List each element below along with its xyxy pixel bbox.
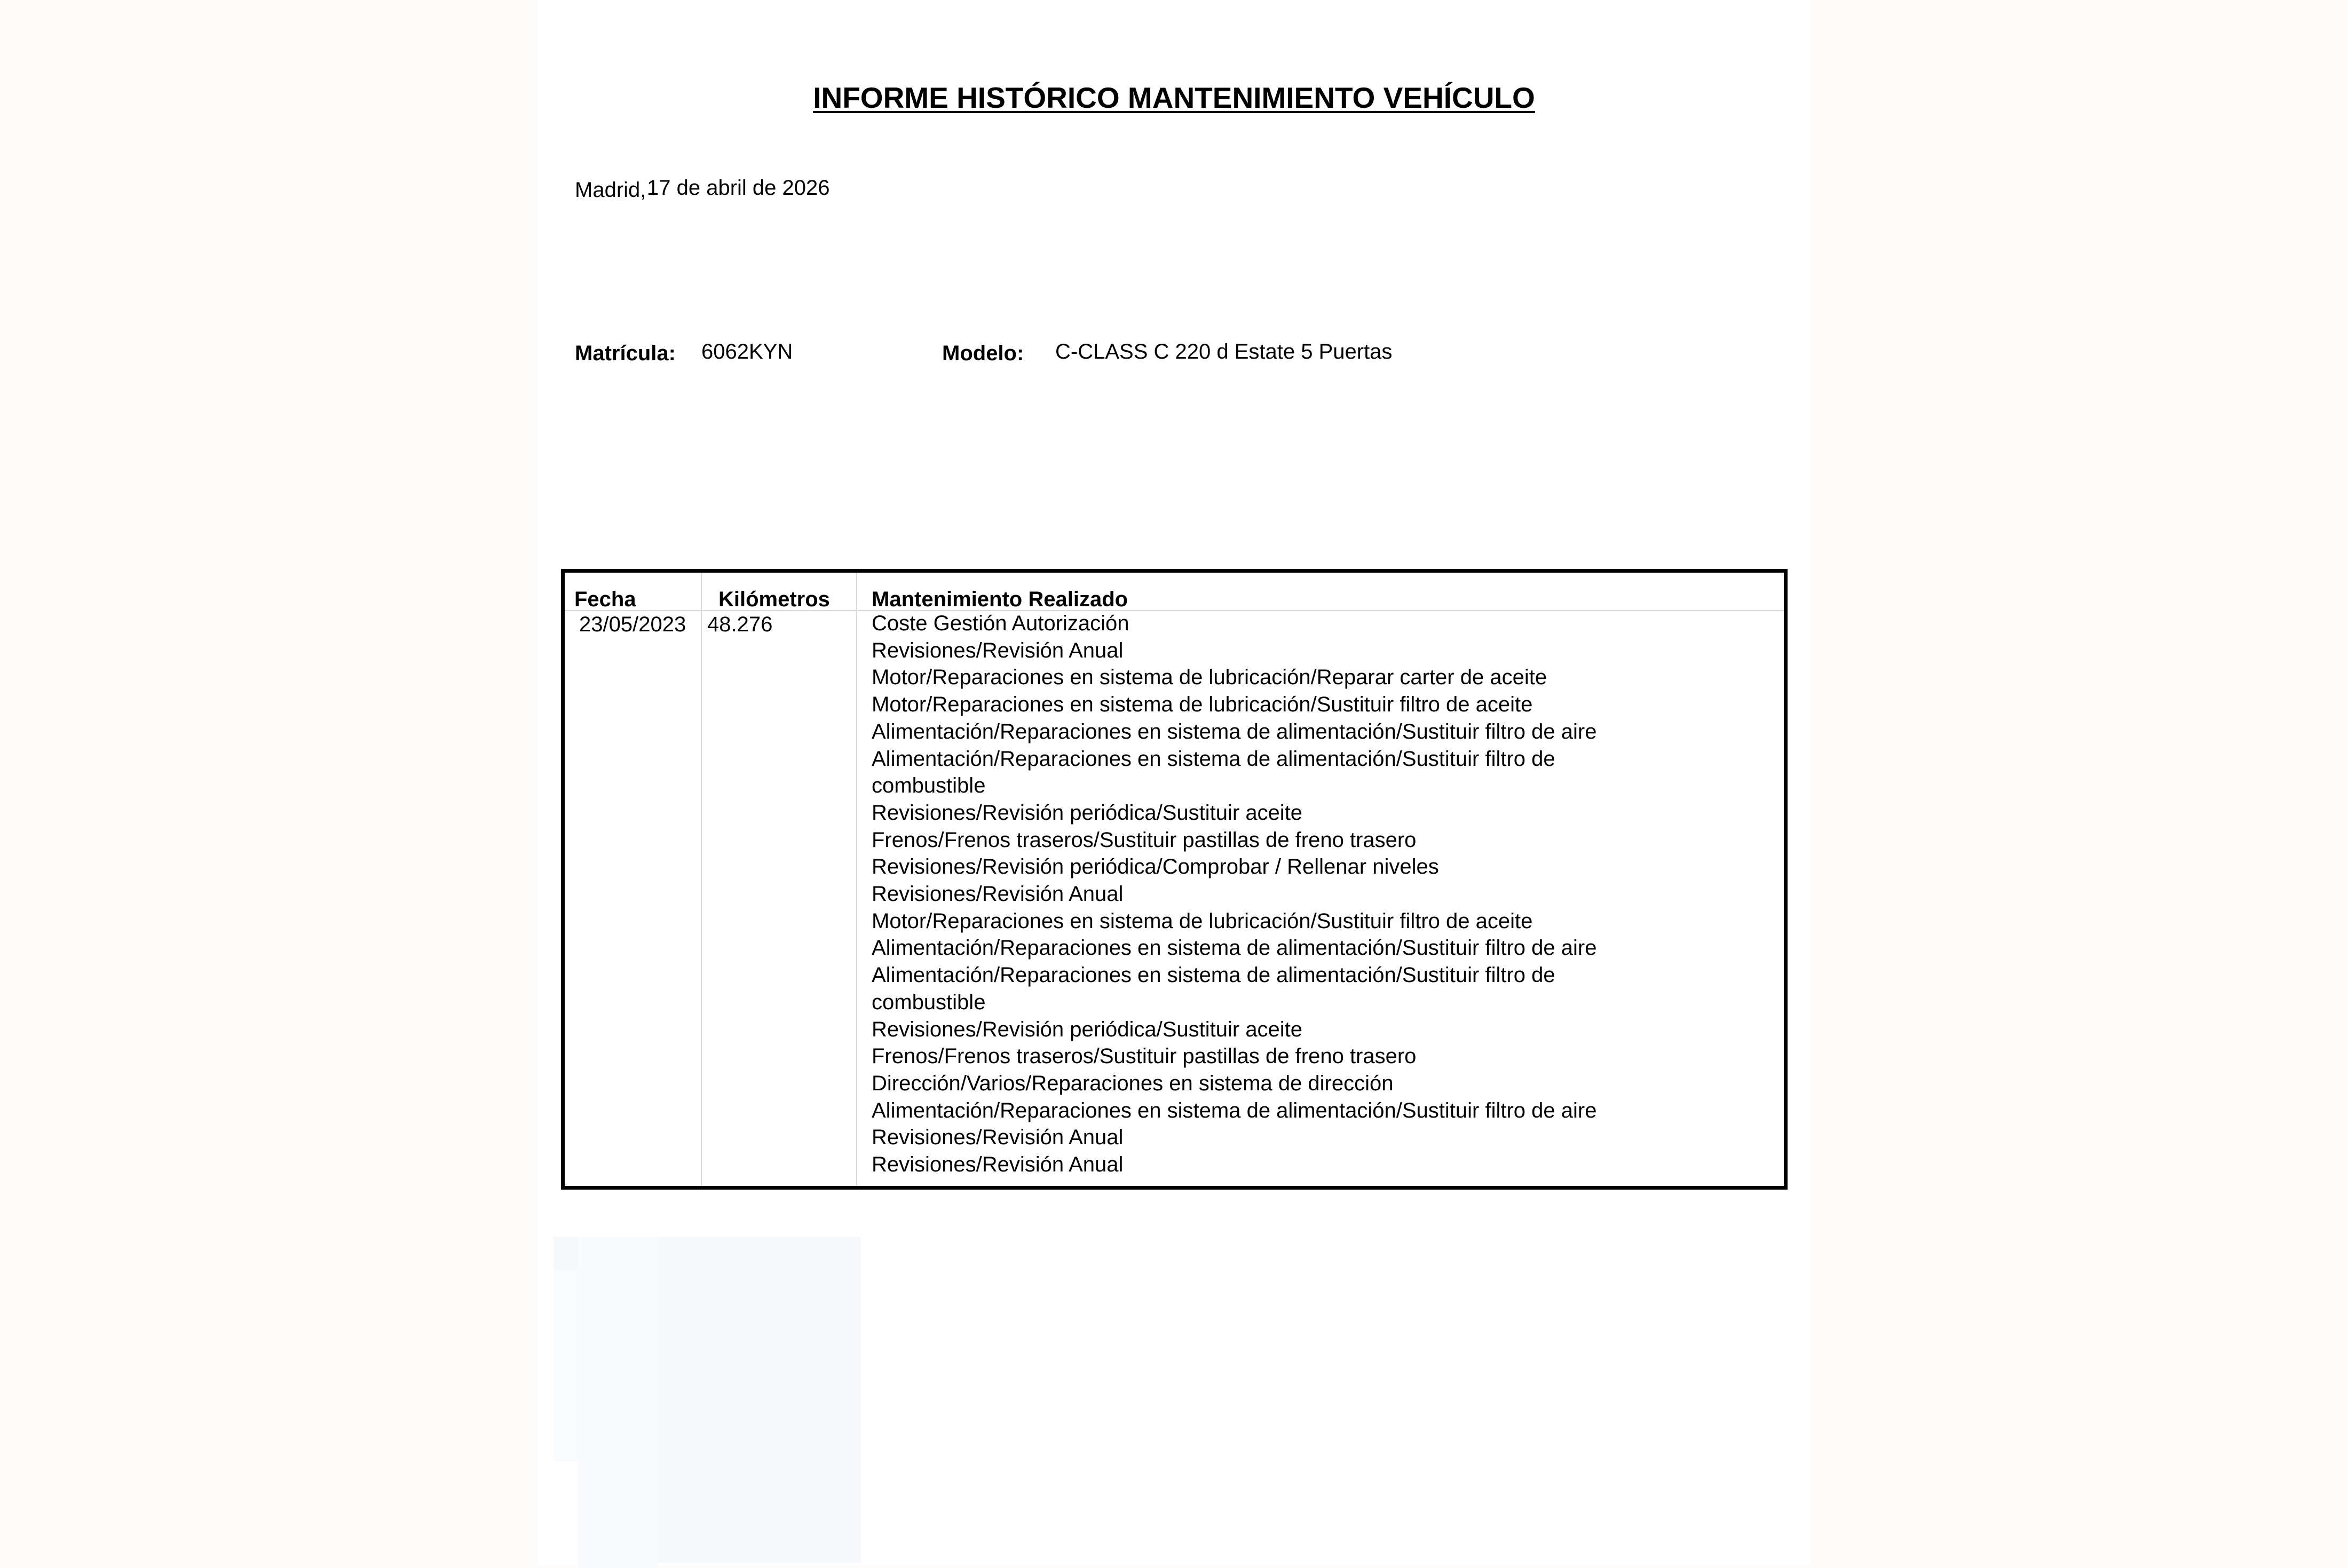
maintenance-table [561, 569, 1788, 1190]
header-date: Fecha [574, 588, 636, 611]
report-title: INFORME HISTÓRICO MANTENIMIENTO VEHÍCULO [813, 81, 1535, 114]
maintenance-item: Dirección/Varios/Reparaciones en sistema de dirección [872, 1071, 1394, 1095]
header-km: Kilómetros [718, 588, 830, 611]
maintenance-item: Frenos/Frenos traseros/Sustituir pastillas de freno trasero [872, 828, 1417, 852]
maintenance-item: Revisiones/Revisión periódica/Sustituir aceite [872, 801, 1303, 825]
column-divider [701, 573, 702, 1186]
maintenance-item: Alimentación/Reparaciones en sistema de alimentación/Sustituir filtro de [872, 963, 1555, 987]
maintenance-item: Frenos/Frenos traseros/Sustituir pastillas de freno trasero [872, 1044, 1417, 1068]
maintenance-item: Revisiones/Revisión Anual [872, 1153, 1124, 1177]
maintenance-item: Revisiones/Revisión periódica/Sustituir aceite [872, 1017, 1303, 1041]
maintenance-item: Revisiones/Revisión Anual [872, 1126, 1124, 1150]
maintenance-item: Alimentación/Reparaciones en sistema de alimentación/Sustituir filtro de aire [872, 719, 1597, 743]
maintenance-item: Revisiones/Revisión periódica/Comprobar / Rellenar niveles [872, 855, 1439, 879]
maintenance-item: Motor/Reparaciones en sistema de lubricación/Sustituir filtro de aceite [872, 909, 1533, 933]
maintenance-item: Alimentación/Reparaciones en sistema de alimentación/Sustituir filtro de aire [872, 1098, 1597, 1122]
maintenance-item: combustible [872, 990, 986, 1014]
plate-label: Matrícula: [575, 342, 676, 365]
maintenance-item: Revisiones/Revisión Anual [872, 882, 1124, 906]
maintenance-item: combustible [872, 774, 986, 798]
model-value: C-CLASS C 220 d Estate 5 Puertas [1055, 340, 1393, 363]
document-page [537, 0, 1811, 1565]
column-divider [856, 573, 857, 1186]
report-date: 17 de abril de 2026 [647, 176, 830, 200]
maintenance-items-list [872, 610, 1596, 1178]
maintenance-item: Motor/Reparaciones en sistema de lubricación/Sustituir filtro de aceite [872, 693, 1533, 717]
maintenance-item: Revisiones/Revisión Anual [872, 638, 1124, 662]
header-maintenance: Mantenimiento Realizado [872, 588, 1128, 611]
place-label: Madrid, [575, 178, 646, 202]
maintenance-item: Alimentación/Reparaciones en sistema de alimentación/Sustituir filtro de [872, 747, 1555, 771]
maintenance-item: Coste Gestión Autorización [872, 612, 1129, 635]
maintenance-item: Motor/Reparaciones en sistema de lubricación/Reparar carter de aceite [872, 666, 1547, 690]
plate-value: 6062KYN [701, 340, 793, 363]
row-date: 23/05/2023 [579, 613, 686, 636]
model-label: Modelo: [942, 342, 1024, 365]
row-km: 48.276 [707, 613, 773, 636]
maintenance-item: Alimentación/Reparaciones en sistema de alimentación/Sustituir filtro de aire [872, 936, 1597, 960]
